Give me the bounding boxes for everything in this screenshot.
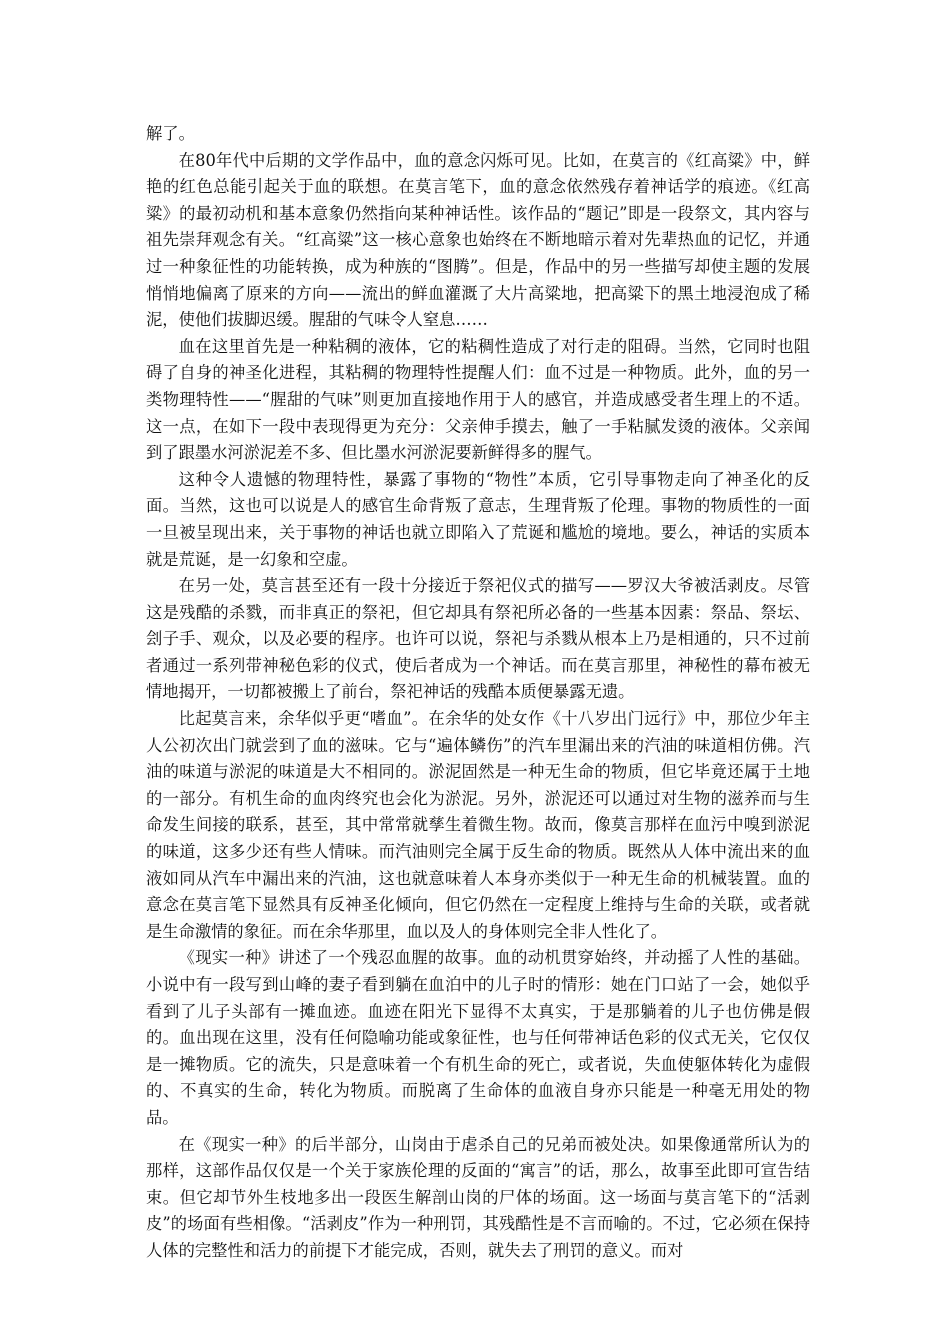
paragraph-continuation: 解了。 xyxy=(146,124,195,143)
paragraph: 血在这里首先是一种粘稠的液体，它的粘稠性造成了对行走的阻碍。当然，它同时也阻碍了自身的神圣化进程，其粘稠的物理特性提醒人们：血不过是一种物质。此外，血的另一类物理特性——“腥甜的气味”则更加直接地作用于人的感官，并造成感受者生理上的不适。这一点，在如下一段中表现得更为充分：父亲伸手摸去，触了一手粘腻发烫的液体。父亲闻到了跟墨水河淤泥差不多、但比墨水河淤泥要新鲜得多的腥气。 xyxy=(146,336,810,463)
paragraph: 在《现实一种》的后半部分，山岗由于虐杀自己的兄弟而被处决。如果像通常所认为的那样，这部作品仅仅是一个关于家族伦理的反面的“寓言”的话，那么，故事至此即可宣告结束。但它却节外生枝地多出一段医生解剖山岗的尸体的场面。这一场面与莫言笔下的“活剥皮”的场面有些相像。“活剥皮”作为一种刑罚，其残酷性是不言而喻的。不过，它必须在保持人体的完整性和活力的前提下才能完成，否则，就失去了刑罚的意义。而对 xyxy=(146,1134,810,1260)
paragraph: 《现实一种》讲述了一个残忍血腥的故事。血的动机贯穿始终，并动摇了人性的基础。小说中有一段写到山峰的妻子看到躺在血泊中的儿子时的情形：她在门口站了一会，她似乎看到了儿子头部有一摊血迹。血迹在阳光下显得不太真实，于是那躺着的儿子也仿佛是假的。血出现在这里，没有任何隐喻功能或象征性，也与任何带神话色彩的仪式无关，它仅仅是一摊物质。它的流失，只是意味着一个有机生命的死亡，或者说，失血使躯体转化为虚假的、不真实的生命，转化为物质。而脱离了生命体的血液自身亦只能是一种毫无用处的物品。 xyxy=(146,948,810,1127)
paragraph: 这种令人遗憾的物理特性，暴露了事物的“物性”本质，它引导事物走向了神圣化的反面。当然，这也可以说是人的感官生命背叛了意志，生理背叛了伦理。事物的物质性的一面一旦被呈现出来，关于事物的神话也就立即陷入了荒诞和尴尬的境地。要么，神话的实质本就是荒诞，是一幻象和空虚。 xyxy=(146,469,810,569)
paragraph: 在80年代中后期的文学作品中，血的意念闪烁可见。比如，在莫言的《红高粱》中，鲜艳的红色总能引起关于血的联想。在莫言笔下，血的意念依然残存着神话学的痕迹。《红高粱》的最初动机和基本意象仍然指向某种神话性。该作品的“题记”即是一段祭文，其内容与祖先崇拜观念有关。“红高粱”这一核心意象也始终在不断地暗示着对先辈热血的记忆，并通过一种象征性的功能转换，成为种族的“图腾”。但是，作品中的另一些描写却使主题的发展悄悄地偏离了原来的方向——流出的鲜血灌溉了大片高粱地，把高粱下的黑土地浸泡成了稀泥，使他们拔脚迟缓。腥甜的气味令人窒息…… xyxy=(146,150,810,330)
paragraph: 比起莫言来，余华似乎更“嗜血”。在余华的处女作《十八岁出门远行》中，那位少年主人公初次出门就尝到了血的滋味。它与“遍体鳞伤”的汽车里漏出来的汽油的味道相仿佛。汽油的味道与淤泥的味道是大不相同的。淤泥固然是一种无生命的物质，但它毕竟还属于土地的一部分。有机生命的血肉终究也会化为淤泥。另外，淤泥还可以通过对生物的滋养而与生命发生间接的联系，甚至，其中常常就孳生着微生物。故而，像莫言那样在血污中嗅到淤泥的味道，这多少还有些人情味。而汽油则完全属于反生命的物质。既然从人体中流出来的血液如同从汽车中漏出来的汽油，这也就意味着人本身亦类似于一种无生命的机械装置。血的意念在莫言笔下显然具有反神圣化倾向，但它仍然在一定程度上维持与生命的关联，或者就是生命激情的象征。而在余华那里，血以及人的身体则完全非人性化了。 xyxy=(146,709,810,941)
body-text xyxy=(146,121,810,1265)
paragraph: 在另一处，莫言甚至还有一段十分接近于祭祀仪式的描写——罗汉大爷被活剥皮。尽管这是残酷的杀戮，而非真正的祭祀，但它却具有祭祀所必备的一些基本因素：祭品、祭坛、刽子手、观众，以及必要的程序。也许可以说，祭祀与杀戮从根本上乃是相通的，只不过前者通过一系列带神秘色彩的仪式，使后者成为一个神话。而在莫言那里，神秘性的幕布被无情地揭开，一切都被搬上了前台，祭祀神话的残酷本质便暴露无遗。 xyxy=(146,576,810,702)
